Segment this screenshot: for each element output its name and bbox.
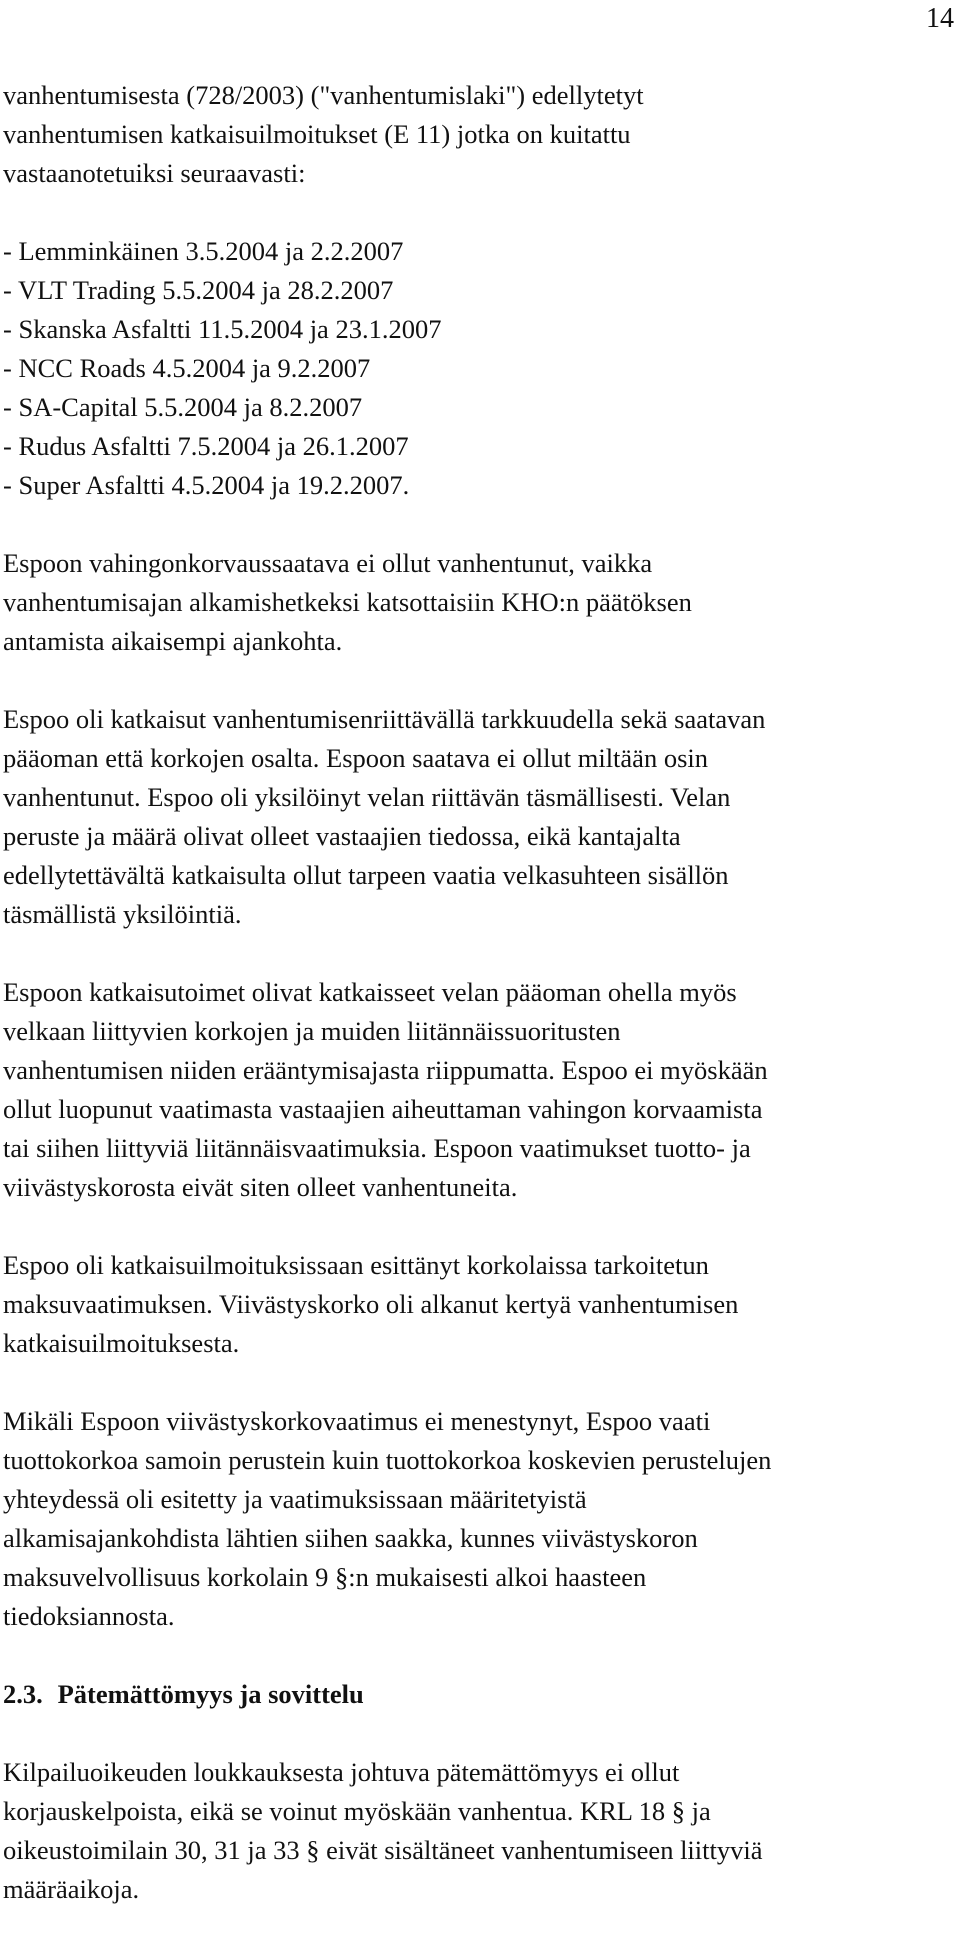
text-line: katkaisuilmoituksesta. xyxy=(3,1328,240,1358)
section-title: Pätemättömyys ja sovittelu xyxy=(57,1679,364,1709)
text-line: vanhentumisen niiden erääntymisajasta riippumatta. Espoo ei myöskään xyxy=(3,1055,768,1085)
text-line: Espoon vahingonkorvaussaatava ei ollut vanhentunut, vaikka xyxy=(3,548,653,578)
text-line: täsmällistä yksilöintiä. xyxy=(3,899,242,929)
text-line: Kilpailuoikeuden loukkauksesta johtuva pätemättömyys ei ollut xyxy=(3,1757,680,1787)
text-line: pääoman että korkojen osalta. Espoon saatava ei ollut miltään osin xyxy=(3,743,708,773)
paragraph-2 xyxy=(3,700,953,934)
list-item: - Skanska Asfaltti 11.5.2004 ja 23.1.2007 xyxy=(3,314,442,344)
list-item: - Super Asfaltti 4.5.2004 ja 19.2.2007. xyxy=(3,470,410,500)
text-line: tiedoksiannosta. xyxy=(3,1601,175,1631)
text-line: oikeustoimilain 30, 31 ja 33 § eivät sisältäneet vanhentumiseen liittyviä xyxy=(3,1835,763,1865)
text-line: Mikäli Espoon viivästyskorkovaatimus ei menestynyt, Espoo vaati xyxy=(3,1406,711,1436)
list-item: - SA-Capital 5.5.2004 ja 8.2.2007 xyxy=(3,392,363,422)
text-line: viivästyskorosta eivät siten olleet vanhentuneita. xyxy=(3,1172,518,1202)
text-line: Espoo oli katkaisut vanhentumisenriittävällä tarkkuudella sekä saatavan xyxy=(3,704,766,734)
section-number: 2.3. xyxy=(3,1679,43,1709)
text-line: Espoon katkaisutoimet olivat katkaisseet velan pääoman ohella myös xyxy=(3,977,737,1007)
text-line: alkamisajankohdista lähtien siihen saakka, kunnes viivästyskoron xyxy=(3,1523,698,1553)
text-line: vanhentumisajan alkamishetkeksi katsottaisiin KHO:n päätöksen xyxy=(3,587,692,617)
text-line: Espoo oli katkaisuilmoituksissaan esittänyt korkolaissa tarkoitetun xyxy=(3,1250,709,1280)
intro-paragraph xyxy=(3,76,953,193)
receipt-list xyxy=(3,232,953,505)
text-line: tuottokorkoa samoin perustein kuin tuottokorkoa koskevien perustelujen xyxy=(3,1445,772,1475)
section-heading xyxy=(3,1675,953,1714)
text-line: korjauskelpoista, eikä se voinut myöskään vanhentua. KRL 18 § ja xyxy=(3,1796,711,1826)
paragraph-3 xyxy=(3,973,953,1207)
paragraph-5 xyxy=(3,1402,953,1636)
text-line: edellytettävältä katkaisulta ollut tarpeen vaatia velkasuhteen sisällön xyxy=(3,860,729,890)
list-item: - VLT Trading 5.5.2004 ja 28.2.2007 xyxy=(3,275,394,305)
text-line: määräaikoja. xyxy=(3,1874,140,1904)
document-body xyxy=(3,76,953,1948)
text-line: ollut luopunut vaatimasta vastaajien aiheuttaman vahingon korvaamista xyxy=(3,1094,763,1124)
text-line: vanhentunut. Espoo oli yksilöinyt velan riittävän täsmällisesti. Velan xyxy=(3,782,731,812)
paragraph-1 xyxy=(3,544,953,661)
page-number: 14 xyxy=(926,3,954,34)
text-line: maksuvaatimuksen. Viivästyskorko oli alkanut kertyä vanhentumisen xyxy=(3,1289,739,1319)
text-line: tai siihen liittyviä liitännäisvaatimuksia. Espoon vaatimukset tuotto- ja xyxy=(3,1133,751,1163)
paragraph-6 xyxy=(3,1753,953,1909)
text-line: vastaanotetuiksi seuraavasti: xyxy=(3,158,306,188)
list-item: - Lemminkäinen 3.5.2004 ja 2.2.2007 xyxy=(3,236,404,266)
paragraph-4 xyxy=(3,1246,953,1363)
list-item: - Rudus Asfaltti 7.5.2004 ja 26.1.2007 xyxy=(3,431,409,461)
text-line: yhteydessä oli esitetty ja vaatimuksissaan määritetyistä xyxy=(3,1484,587,1514)
text-line: peruste ja määrä olivat olleet vastaajien tiedossa, eikä kantajalta xyxy=(3,821,681,851)
text-line: velkaan liittyvien korkojen ja muiden liitännäissuoritusten xyxy=(3,1016,621,1046)
text-line: vanhentumisen katkaisuilmoitukset (E 11) jotka on kuitattu xyxy=(3,119,631,149)
text-line: maksuvelvollisuus korkolain 9 §:n mukaisesti alkoi haasteen xyxy=(3,1562,647,1592)
text-line: antamista aikaisempi ajankohta. xyxy=(3,626,343,656)
text-line: vanhentumisesta (728/2003) ("vanhentumislaki") edellytetyt xyxy=(3,80,644,110)
list-item: - NCC Roads 4.5.2004 ja 9.2.2007 xyxy=(3,353,371,383)
